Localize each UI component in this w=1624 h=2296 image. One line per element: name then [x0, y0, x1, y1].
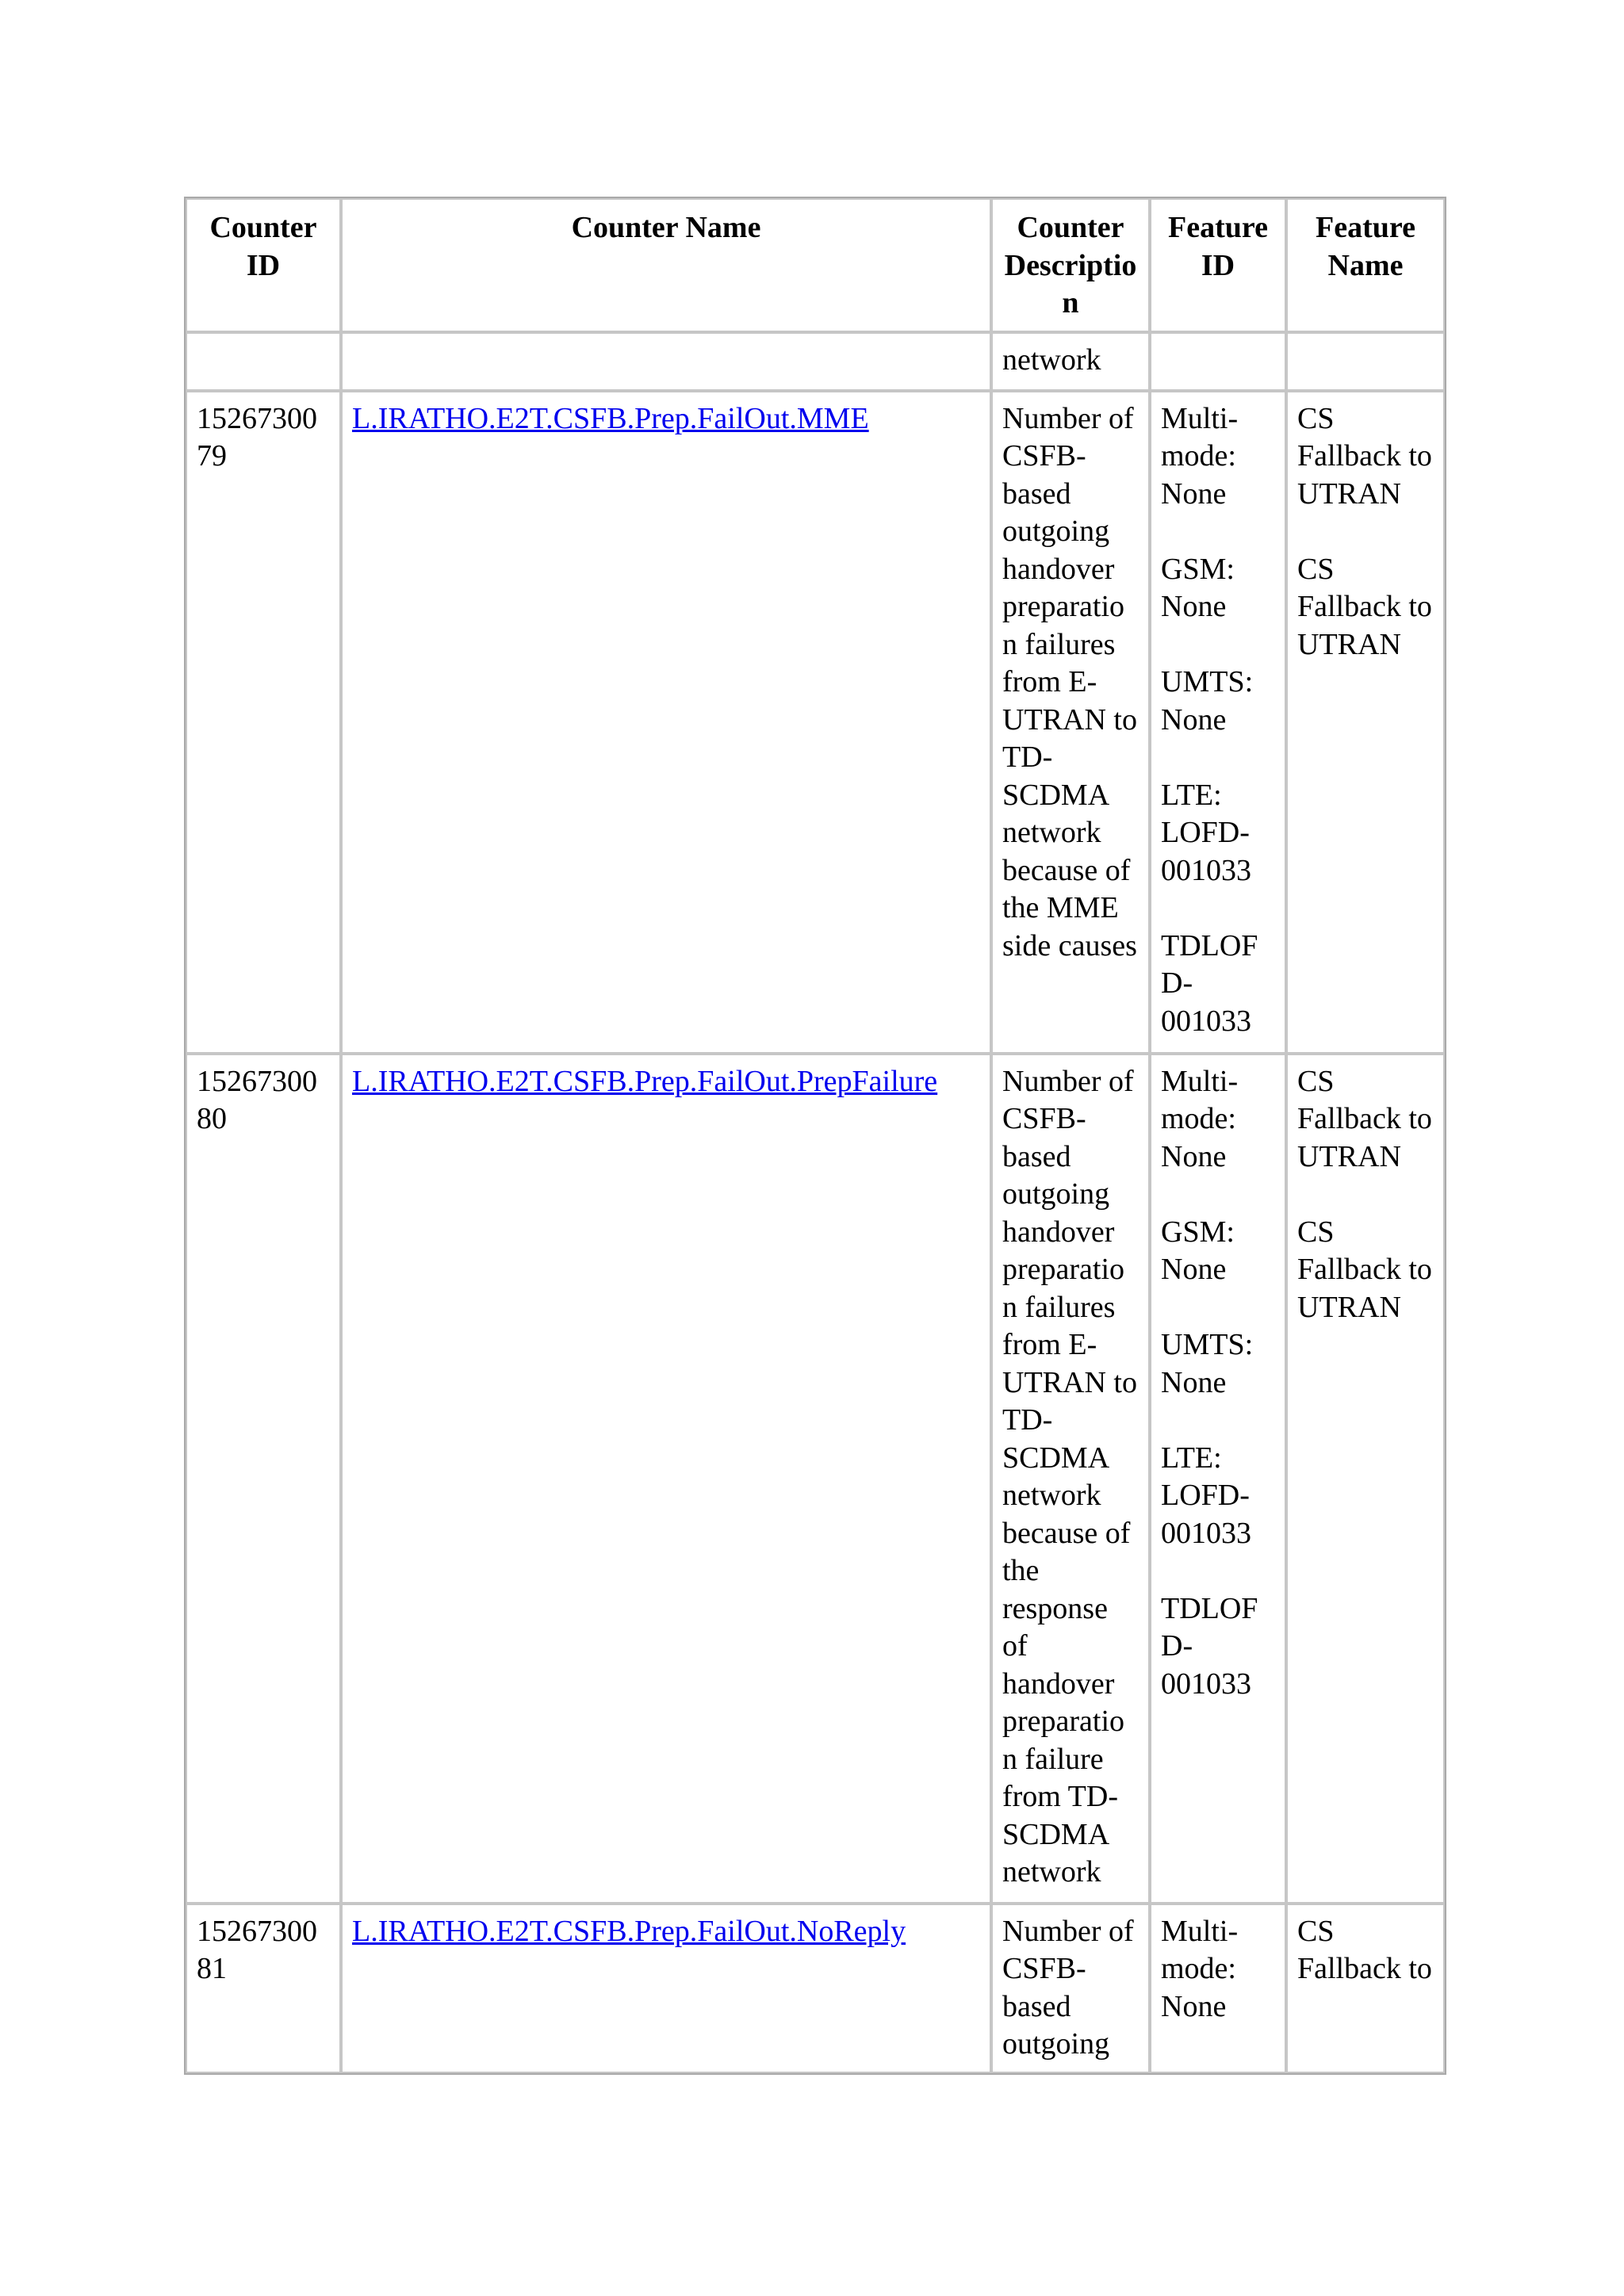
feature-name-cell: CS Fallback to: [1286, 1904, 1445, 2073]
counter-table: [184, 197, 1446, 2075]
counter-name-link[interactable]: L.IRATHO.E2T.CSFB.Prep.FailOut.MME: [352, 401, 869, 435]
description-cell: network: [991, 332, 1150, 391]
counter-name-cell: [341, 1904, 991, 2073]
table-row: [186, 1904, 1445, 2073]
counter-id-cell: 1526730079: [186, 391, 341, 1054]
feature-id-cell: [1150, 332, 1286, 391]
header-feature-name: Feature Name: [1286, 198, 1445, 332]
counter-id-cell: [186, 332, 341, 391]
header-counter-name: Counter Name: [341, 198, 991, 332]
feature-id-cell: Multi-mode: None: [1150, 1904, 1286, 2073]
counter-id-cell: 1526730081: [186, 1904, 341, 2073]
feature-id-cell: Multi-mode: None GSM: None UMTS: None LTE: LOFD-001033 TDLOFD-001033: [1150, 391, 1286, 1054]
counter-id-cell: 1526730080: [186, 1054, 341, 1904]
table-row: [186, 391, 1445, 1054]
feature-name-cell: [1286, 332, 1445, 391]
counter-name-link[interactable]: L.IRATHO.E2T.CSFB.Prep.FailOut.PrepFailure: [352, 1064, 938, 1098]
counter-name-link[interactable]: L.IRATHO.E2T.CSFB.Prep.FailOut.NoReply: [352, 1914, 906, 1948]
table-header-row: [186, 198, 1445, 332]
header-counter-id: Counter ID: [186, 198, 341, 332]
header-feature-id: Feature ID: [1150, 198, 1286, 332]
feature-name-cell: CS Fallback to UTRAN CS Fallback to UTRAN: [1286, 391, 1445, 1054]
table-row: [186, 1054, 1445, 1904]
feature-name-cell: CS Fallback to UTRAN CS Fallback to UTRAN: [1286, 1054, 1445, 1904]
description-cell: Number of CSFB-based outgoing: [991, 1904, 1150, 2073]
header-counter-description: Counter Description: [991, 198, 1150, 332]
counter-name-cell: [341, 332, 991, 391]
description-cell: Number of CSFB-based outgoing handover preparation failures from E-UTRAN to TD-SCDMA network because of the response of handover preparation failure from TD-SCDMA network: [991, 1054, 1150, 1904]
counter-name-cell: [341, 391, 991, 1054]
table-row-continuation: [186, 332, 1445, 391]
description-cell: Number of CSFB-based outgoing handover preparation failures from E-UTRAN to TD-SCDMA network because of the MME side causes: [991, 391, 1150, 1054]
feature-id-cell: Multi-mode: None GSM: None UMTS: None LTE: LOFD-001033 TDLOFD-001033: [1150, 1054, 1286, 1904]
counter-name-cell: [341, 1054, 991, 1904]
